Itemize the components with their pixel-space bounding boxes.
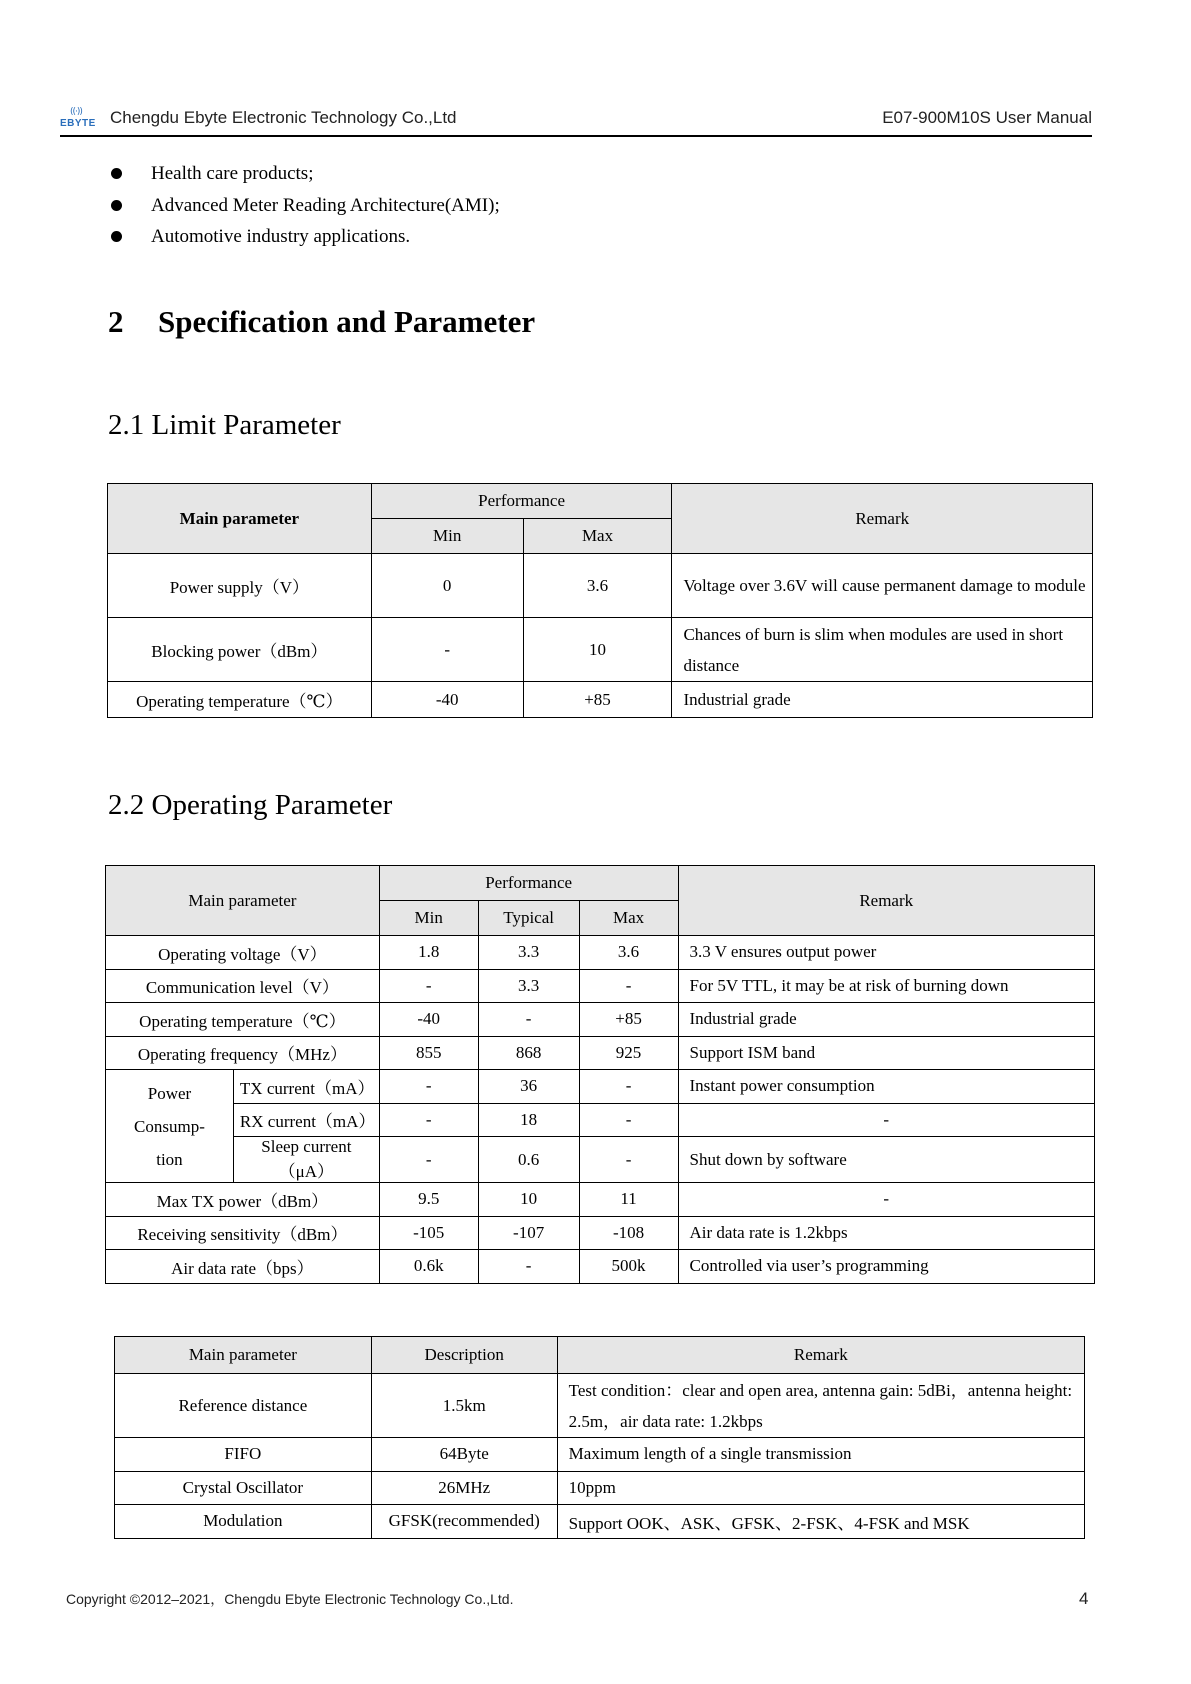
section-title: Specification and Parameter <box>158 304 536 339</box>
col-header-typical: Typical <box>478 901 579 936</box>
table-row: Air data rate（bps） 0.6k - 500k Controlled via user’s programming <box>106 1250 1095 1284</box>
page-header <box>60 103 1092 137</box>
section-heading <box>108 304 535 340</box>
footer-copyright: Copyright ©2012–2021，Chengdu Ebyte Electronic Technology Co.,Ltd. <box>66 1591 514 1607</box>
signal-waves-icon: ((·)) <box>70 107 82 117</box>
table-row: Power Consump- tion TX current（mA） - 36 - Instant power consumption <box>106 1070 1095 1104</box>
table-row: RX current（mA） - 18 - - <box>106 1103 1095 1137</box>
col-header-performance: Performance <box>371 484 672 519</box>
application-list <box>108 158 500 253</box>
extra-parameter-table <box>114 1336 1085 1539</box>
table-row: FIFO 64Byte Maximum length of a single transmission <box>115 1438 1085 1472</box>
operating-parameter-table <box>105 865 1095 1284</box>
logo-text: EBYTE <box>60 118 96 129</box>
col-header-main: Main parameter <box>108 484 372 554</box>
table-row: Operating frequency（MHz） 855 868 925 Support ISM band <box>106 1036 1095 1070</box>
table-row: Communication level（V） - 3.3 - For 5V TTL, it may be at risk of burning down <box>106 969 1095 1003</box>
col-header-min: Min <box>379 901 478 936</box>
limit-parameter-heading: 2.1 Limit Parameter <box>108 409 341 441</box>
section-number: 2 <box>108 304 124 339</box>
ebyte-logo <box>60 107 104 133</box>
bullet-icon <box>111 231 122 242</box>
list-item: Automotive industry applications. <box>108 221 500 253</box>
table-row: Operating temperature（℃） -40 - +85 Industrial grade <box>106 1003 1095 1037</box>
header-manual-title: E07-900M10S User Manual <box>882 108 1092 127</box>
col-header-remark: Remark <box>557 1337 1084 1374</box>
col-header-main: Main parameter <box>115 1337 372 1374</box>
operating-parameter-heading: 2.2 Operating Parameter <box>108 789 393 821</box>
table-row: Blocking power（dBm） - 10 Chances of burn is slim when modules are used in short distance <box>108 618 1093 682</box>
table-row: Power supply（V） 0 3.6 Voltage over 3.6V will cause permanent damage to module <box>108 554 1093 618</box>
bullet-icon <box>111 200 122 211</box>
col-header-main: Main parameter <box>106 866 380 936</box>
table-row: Max TX power（dBm） 9.5 10 11 - <box>106 1183 1095 1217</box>
page-number: 4 <box>1079 1589 1089 1608</box>
limit-parameter-table <box>107 483 1093 718</box>
col-header-performance: Performance <box>379 866 678 901</box>
header-company: Chengdu Ebyte Electronic Technology Co.,Ltd <box>110 108 457 127</box>
table-row: Operating voltage（V） 1.8 3.3 3.6 3.3 V ensures output power <box>106 936 1095 970</box>
col-header-remark: Remark <box>672 484 1093 554</box>
col-header-max: Max <box>523 519 672 554</box>
list-item: Advanced Meter Reading Architecture(AMI); <box>108 190 500 222</box>
col-header-max: Max <box>579 901 678 936</box>
table-row: Operating temperature（℃） -40 +85 Industrial grade <box>108 682 1093 718</box>
table-row: Reference distance 1.5km Test condition：clear and open area, antenna gain: 5dBi，antenna height: 2.5m，air data rate: 1.2kbps <box>115 1374 1085 1438</box>
power-consumption-group: Power Consump- tion <box>106 1070 234 1183</box>
table-row: Receiving sensitivity（dBm） -105 -107 -108 Air data rate is 1.2kbps <box>106 1216 1095 1250</box>
table-row: Crystal Oscillator 26MHz 10ppm <box>115 1471 1085 1505</box>
table-row: Modulation GFSK(recommended) Support OOK、ASK、GFSK、2-FSK、4-FSK and MSK <box>115 1505 1085 1539</box>
col-header-remark: Remark <box>678 866 1095 936</box>
list-item: Health care products; <box>108 158 500 190</box>
bullet-icon <box>111 168 122 179</box>
table-row: Sleep current （μA） - 0.6 - Shut down by software <box>106 1137 1095 1183</box>
col-header-description: Description <box>371 1337 557 1374</box>
col-header-min: Min <box>371 519 523 554</box>
